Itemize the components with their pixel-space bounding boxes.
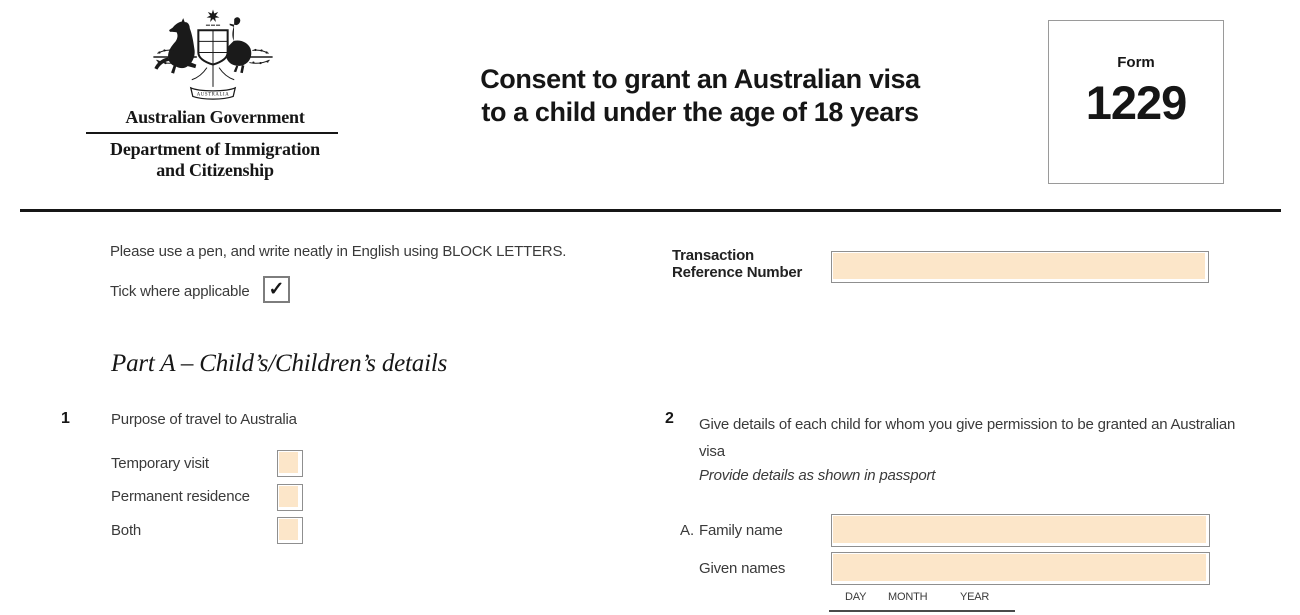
- checkbox-permanent-residence[interactable]: [277, 484, 303, 511]
- dept-name-line1: Department of Immigration: [110, 139, 320, 159]
- dept-name: [65, 139, 365, 181]
- given-names-input-fill: [833, 554, 1206, 581]
- q2-number: 2: [665, 410, 674, 427]
- trn-label: [672, 247, 802, 281]
- org-divider: [86, 132, 338, 134]
- q2-question: Give details of each child for whom you give permission to be granted an Australian visa: [699, 416, 1236, 460]
- given-names-label: Given names: [699, 560, 786, 577]
- checkbox-fill: [279, 519, 298, 540]
- date-label-month: MONTH: [888, 591, 928, 603]
- trn-label-line2: Reference Number: [672, 264, 803, 281]
- dept-name-line2: and Citizenship: [156, 160, 274, 180]
- tick-example-checkbox: [263, 276, 290, 303]
- checkbox-fill: [279, 452, 298, 473]
- q2-note: Provide details as shown in passport: [699, 467, 936, 484]
- crest-banner-text: AUSTRALIA: [196, 92, 230, 98]
- trn-input[interactable]: [831, 251, 1209, 283]
- form-box-label: Form: [1117, 54, 1155, 71]
- pen-instruction: Please use a pen, and write neatly in English using BLOCK LETTERS.: [110, 243, 567, 260]
- checkbox-both[interactable]: [277, 517, 303, 544]
- form-number-box: [1048, 20, 1224, 184]
- date-label-year: YEAR: [960, 591, 990, 603]
- checkmark-icon: ✓: [268, 279, 285, 300]
- form-box-number: 1229: [1085, 76, 1187, 129]
- form-title: [420, 63, 980, 129]
- q1-question: Purpose of travel to Australia: [111, 411, 297, 428]
- q1-option-label-both: Both: [111, 522, 142, 539]
- tick-instruction-label: Tick where applicable: [110, 283, 250, 300]
- family-name-input[interactable]: [831, 514, 1210, 547]
- header-rule: [20, 209, 1281, 212]
- trn-input-fill: [833, 253, 1205, 279]
- star-icon: [207, 10, 220, 22]
- emu-icon: [226, 17, 251, 66]
- family-name-input-fill: [833, 516, 1206, 543]
- family-name-label: Family name: [699, 522, 783, 539]
- q1-option-label-permanent-residence: Permanent residence: [111, 488, 250, 505]
- part-a-heading: Part A – Child’s/Children’s details: [111, 350, 448, 377]
- kangaroo-icon: [168, 18, 196, 74]
- date-field-top-border: [829, 610, 1015, 612]
- q1-number: 1: [61, 410, 70, 427]
- checkbox-temporary-visit[interactable]: [277, 450, 303, 477]
- given-names-input[interactable]: [831, 552, 1210, 585]
- checkbox-fill: [279, 486, 298, 507]
- form-title-line1: Consent to grant an Australian visa: [480, 64, 920, 94]
- org-name: Australian Government: [125, 107, 305, 127]
- date-label-day: DAY: [845, 591, 867, 603]
- australian-coat-of-arms-icon: [147, 8, 279, 104]
- trn-label-line1: Transaction: [672, 247, 754, 264]
- family-name-prefix: A.: [680, 522, 695, 539]
- q1-option-label-temporary-visit: Temporary visit: [111, 455, 209, 472]
- form-title-line2: to a child under the age of 18 years: [481, 97, 919, 127]
